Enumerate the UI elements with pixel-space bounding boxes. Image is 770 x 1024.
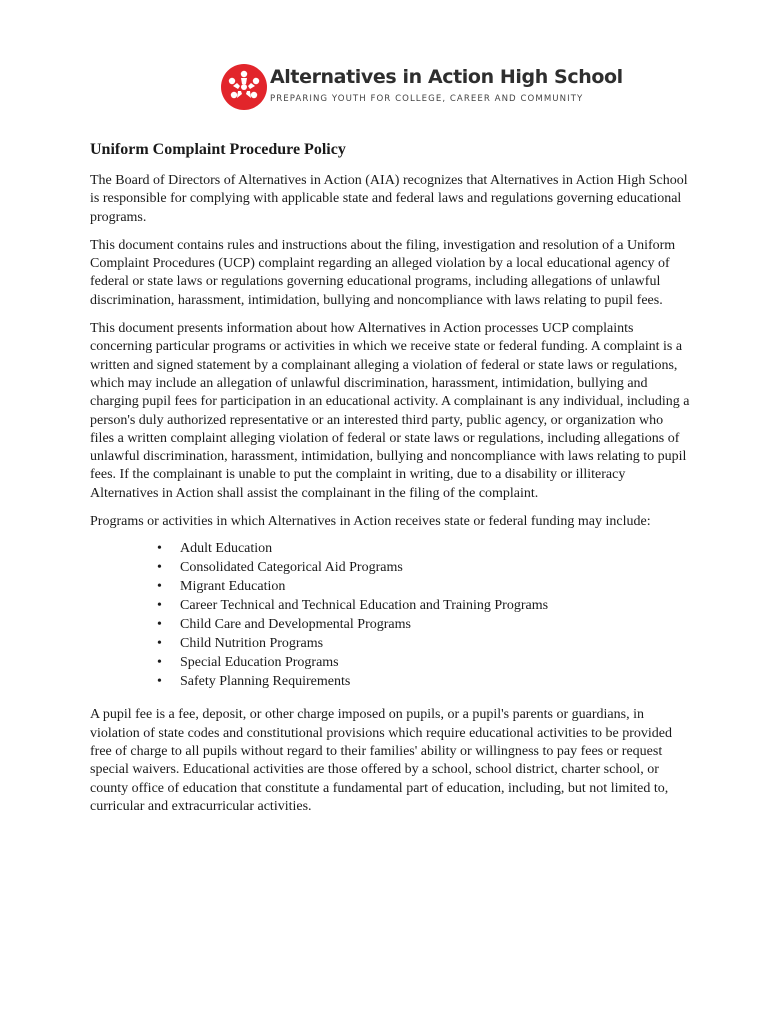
paragraph-complaint-definition: This document presents information about how Alternatives in Action processes UCP complaints concerning particular programs or activities in which we receive state or federal funding. A complaint is a written and signed statement by a complainant alleging a violation of federal or state laws or regulations, which may include an allegation of unlawful discrimination, harassment, intimidation, bullying and charging pupil fees for participation in an educational activity. A complainant is any individual, including a person's duly authorized representative or an interested third party, public agency, or organization who files a written complaint alleging violation of federal or state laws or regulations, including allegations of unlawful discrimination, harassment, intimidation, bullying and noncompliance with laws relating to pupil fees. If the complainant is unable to put the complaint in writing, due to a disability or illiteracy Alternatives in Action shall assist the complainant in the filing of the complaint. [90,321,690,501]
programs-list [90,539,690,691]
bullet: • [157,617,162,633]
paragraph-programs-intro: Programs or activities in which Alternatives in Action receives state or federal funding may include: [90,514,651,530]
school-name: Alternatives in Action High School [270,66,623,88]
paragraph-board-statement: The Board of Directors of Alternatives in Action (AIA) recognizes that Alternatives in Action High School is responsible for complying with applicable state and federal laws and regulations governing educational programs. [90,173,688,225]
people-circle-logo-icon [220,63,268,111]
list-item: • Consolidated Categorical Aid Programs [157,560,403,576]
bullet: • [157,598,162,614]
document-title: Uniform Complaint Procedure Policy [90,141,346,158]
document-body [90,140,690,816]
bullet: • [157,579,162,595]
bullet: • [157,541,162,557]
list-item: • Child Nutrition Programs [157,636,324,652]
bullet: • [157,674,162,690]
list-item: • Adult Education [157,541,273,557]
school-tagline: PREPARING YOUTH FOR COLLEGE, CAREER AND COMMUNITY [270,94,584,104]
bullet: • [157,655,162,671]
paragraph-document-purpose: This document contains rules and instructions about the filing, investigation and resolution of a Uniform Complaint Procedures (UCP) complaint regarding an alleged violation by a local educational agency of federal or state laws or regulations governing educational programs, including allegations of unlawful discrimination, harassment, intimidation, bullying and noncompliance with laws relating to pupil fees. [90,237,676,308]
bullet: • [157,560,162,576]
list-item: • Safety Planning Requirements [157,674,351,690]
list-item: • Child Care and Developmental Programs [157,617,411,633]
school-logo [220,63,623,115]
paragraph-pupil-fee-definition: A pupil fee is a fee, deposit, or other charge imposed on pupils, or a pupil's parents or guardians, in violation of state codes and constitutional provisions which require educational activities to be provided free of charge to all pupils without regard to their families' ability or willingness to pay fees or request special waivers. Educational activities are those offered by a school, school district, charter school, or county office of education that constitute a fundamental part of education, including, but not limited to, curricular and extracurricular activities. [90,707,673,814]
list-item: • Career Technical and Technical Education and Training Programs [157,598,549,614]
bullet: • [157,636,162,652]
list-item: • Special Education Programs [157,655,339,671]
list-item: • Migrant Education [157,579,286,595]
